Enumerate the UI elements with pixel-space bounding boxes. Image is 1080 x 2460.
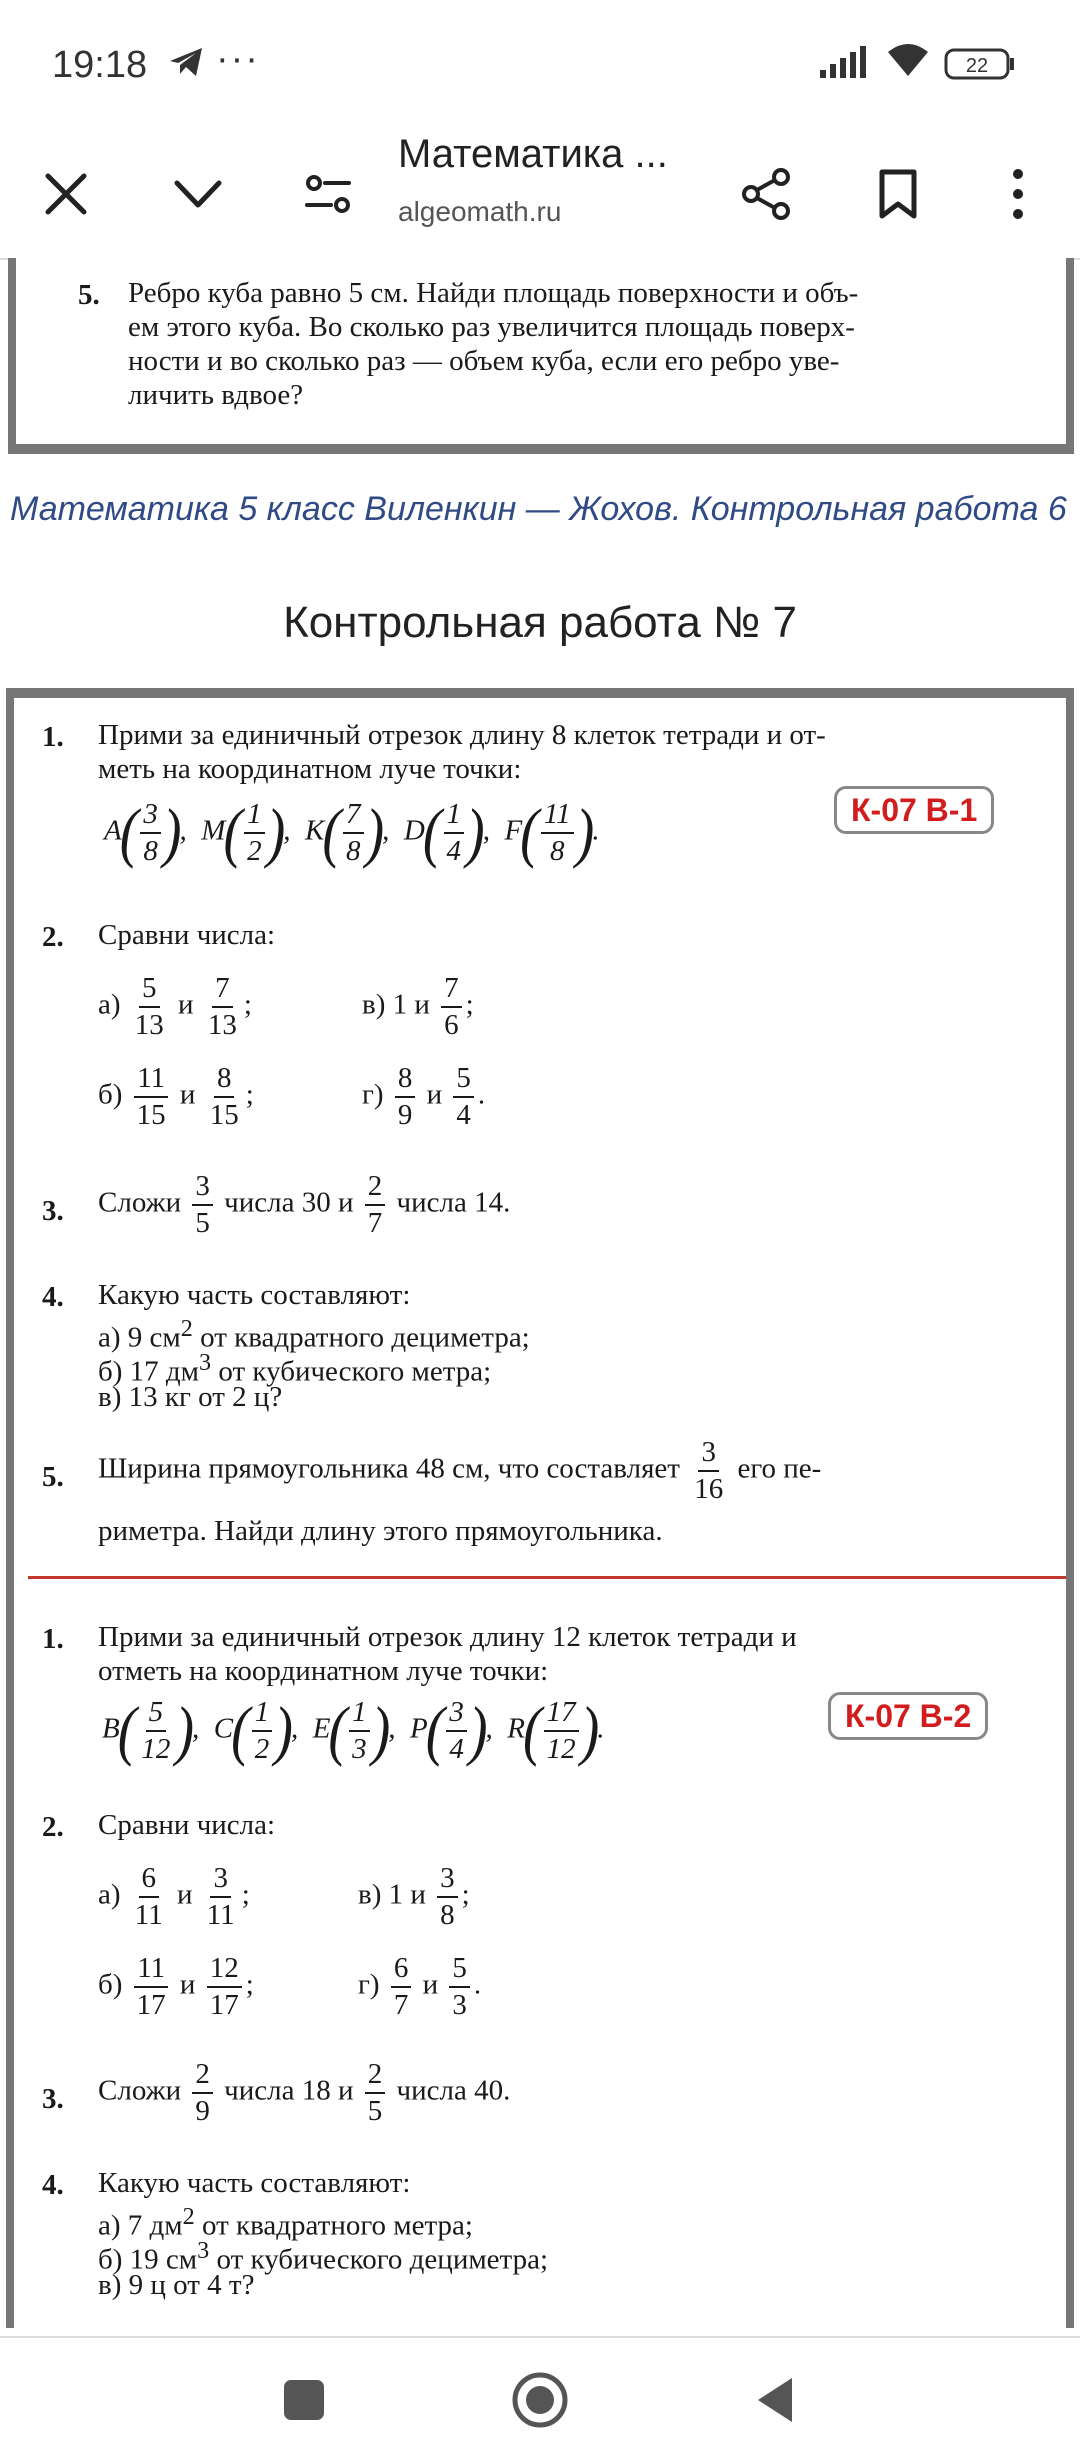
battery-icon xyxy=(944,48,1016,85)
chevron-down-icon[interactable] xyxy=(160,156,236,232)
task-number: 4. xyxy=(42,1281,64,1313)
back-icon[interactable] xyxy=(738,2362,814,2438)
page-title[interactable]: Математика ... xyxy=(398,132,668,176)
telegram-icon xyxy=(168,46,204,83)
share-icon[interactable] xyxy=(728,156,804,232)
fraction: $\frac{7}{8}$ xyxy=(343,800,364,866)
menu-dots-icon[interactable] xyxy=(980,156,1056,232)
task-text: Прими за единичный отрезок длину 8 клеток тетради и от- xyxy=(98,719,826,751)
fraction: $\frac{5}{12}$ xyxy=(141,1696,171,1765)
fraction: $\frac{3}{4}$ xyxy=(446,1698,467,1764)
compare-g: г) $\frac{6}{7}$ и $\frac{5}{3}$ . xyxy=(358,1952,482,2021)
task-text: Сравни числа: xyxy=(98,919,276,951)
variant-tag: К-07 В-2 xyxy=(828,1692,988,1740)
task-number: 5. xyxy=(78,279,100,311)
bookmark-icon[interactable] xyxy=(860,156,936,232)
compare-b: б) $\frac{11}{17}$ и $\frac{12}{17}$ ; xyxy=(98,1952,254,2021)
system-nav-bar xyxy=(0,2336,1080,2460)
status-bar xyxy=(0,0,1080,130)
compare-v: в) 1 и $\frac{7}{6}$ ; xyxy=(362,972,474,1041)
section-heading: Контрольная работа № 7 xyxy=(283,598,797,647)
task-text: Сравни числа: xyxy=(98,1809,276,1841)
task-number: 2. xyxy=(42,921,64,953)
point-letter: A xyxy=(104,814,122,847)
home-icon[interactable] xyxy=(502,2362,578,2438)
task-number: 4. xyxy=(42,2169,64,2201)
task-text: Какую часть составляют: xyxy=(98,1279,411,1311)
status-time: 19:18 xyxy=(52,44,148,86)
signal-icon xyxy=(820,46,868,83)
variant-tag: К-07 В-1 xyxy=(834,786,994,834)
task-item: б) 19 $см^3$ от кубического дециметра; xyxy=(98,2237,549,2276)
point-letter: D xyxy=(403,814,425,847)
point-letter: R xyxy=(507,1712,525,1745)
compare-g: г) $\frac{8}{9}$ и $\frac{5}{4}$ . xyxy=(362,1062,486,1131)
task-text: отметь на координатном луче точки: xyxy=(98,1655,549,1687)
task-item: б) 17 $дм^3$ от кубического метра; xyxy=(98,1349,492,1388)
previous-worksheet-image xyxy=(8,258,1074,454)
fraction: $\frac{11}{8}$ xyxy=(541,800,574,866)
fraction: $\frac{1}{2}$ xyxy=(244,800,265,866)
task-number: 1. xyxy=(42,721,64,753)
points-list: B( $\frac{5}{12}$ ), C( $\frac{1}{2}$ ), E( $\frac{1}{3}$ ), P( $\frac{3}{4}$ ), R( $\frac{17}{12}$ ). xyxy=(102,1693,605,1769)
caption-link[interactable]: Математика 5 класс Виленкин — Жохов. Контрольная работа 6 xyxy=(10,490,1067,528)
compare-a: а) $\frac{6}{11}$ и $\frac{3}{11}$ ; xyxy=(98,1862,250,1931)
close-icon[interactable] xyxy=(28,156,104,232)
worksheet-image xyxy=(6,688,1074,2328)
task-item: в) 13 кг от 2 ц? xyxy=(98,1381,283,1413)
fraction: $\frac{1}{4}$ xyxy=(444,800,465,866)
task-number: 1. xyxy=(42,1623,64,1655)
task-text: Какую часть составляют: xyxy=(98,2167,411,2199)
compare-v: в) 1 и $\frac{3}{8}$ ; xyxy=(358,1862,470,1931)
site-settings-icon[interactable] xyxy=(290,156,366,232)
task-item: в) 9 ц от 4 т? xyxy=(98,2269,255,2301)
task-text: риметра. Найди длину этого прямоугольника. xyxy=(98,1515,663,1547)
svg-text:22: 22 xyxy=(965,55,989,77)
task-line: Ребро куба равно 5 см. Найди площадь поверхности и объ- xyxy=(128,277,859,309)
compare-a: а) $\frac{5}{13}$ и $\frac{7}{13}$ ; xyxy=(98,972,252,1041)
fraction: $\frac{3}{8}$ xyxy=(140,800,161,866)
task-item: а) 7 $дм^2$ от квадратного метра; xyxy=(98,2203,473,2242)
fraction: $\frac{17}{12}$ xyxy=(544,1698,579,1764)
point-letter: K xyxy=(305,814,325,847)
variant-separator xyxy=(28,1576,1072,1579)
task-text: меть на координатном луче точки: xyxy=(98,753,522,785)
point-letter: E xyxy=(312,1712,331,1745)
task-text: Сложи $\frac{3}{5}$ числа 30 и $\frac{2}{7}$ числа 14. xyxy=(98,1170,511,1239)
task-number: 3. xyxy=(42,2083,64,2115)
task-text: Прими за единичный отрезок длину 12 клеток тетради и xyxy=(98,1621,797,1653)
task-number: 2. xyxy=(42,1811,64,1843)
point-letter: B xyxy=(102,1712,120,1745)
fraction: $\frac{1}{3}$ xyxy=(349,1698,370,1764)
task-item: а) 9 $см^2$ от квадратного дециметра; xyxy=(98,1315,530,1354)
more-notifications-icon: ··· xyxy=(216,38,260,80)
point-letter: M xyxy=(201,814,226,847)
task-number: 5. xyxy=(42,1461,64,1493)
task-line: личить вдвое? xyxy=(128,379,304,411)
point-letter: C xyxy=(213,1712,234,1745)
points-list: A( $\frac{3}{8}$ ), M( $\frac{1}{2}$ ), K( $\frac{7}{8}$ ), D( $\frac{1}{4}$ ), F( $\frac{11}{8}$ ). xyxy=(104,795,600,871)
task-number: 3. xyxy=(42,1195,64,1227)
task-text: Сложи $\frac{2}{9}$ числа 18 и $\frac{2}{5}$ числа 40. xyxy=(98,2058,511,2127)
wifi-icon xyxy=(884,42,932,83)
fraction: $\frac{1}{2}$ xyxy=(252,1698,273,1764)
task-line: ем этого куба. Во сколько раз увеличится площадь поверх- xyxy=(128,311,855,343)
page-url[interactable]: algeomath.ru xyxy=(398,196,562,227)
point-letter: P xyxy=(409,1712,428,1745)
compare-b: б) $\frac{11}{15}$ и $\frac{8}{15}$ ; xyxy=(98,1062,254,1131)
task-line: ности и во сколько раз — объем куба, если его ребро уве- xyxy=(128,345,840,377)
point-letter: F xyxy=(504,814,523,847)
recent-apps-icon[interactable] xyxy=(266,2362,342,2438)
task-text: Ширина прямоугольника 48 см, что составляет $\frac{3}{16}$ его пе- xyxy=(98,1436,822,1505)
